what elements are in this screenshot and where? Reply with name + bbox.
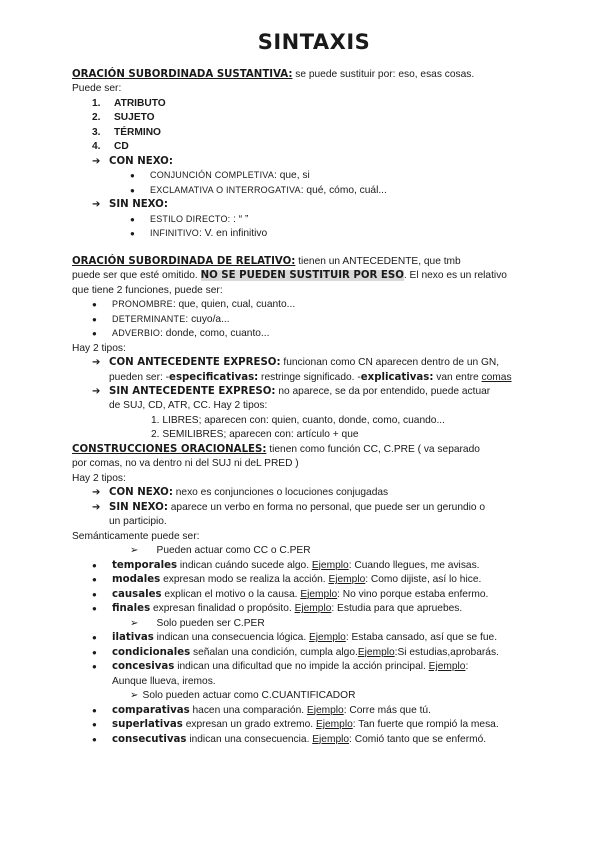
bullet-icon: ● <box>130 214 135 224</box>
con-antecedente-label: CON ANTECEDENTE EXPRESO: <box>109 357 281 369</box>
sin-nexo-label: SIN NEXO: <box>109 199 168 211</box>
bullet-icon: ● <box>92 300 97 310</box>
item-number: 3. <box>92 126 101 138</box>
s1-heading: ORACIÓN SUBORDINADA SUSTANTIVA: <box>72 68 293 80</box>
item-text: TÉRMINO <box>114 126 161 138</box>
sin-antecedente-line <box>92 385 556 399</box>
s2-heading-line <box>72 255 556 269</box>
list-item <box>92 313 556 327</box>
group-head-text: Solo pueden actuar como C.CUANTIFICADOR <box>142 690 356 702</box>
desc: expresan un grado extremo. <box>182 719 316 731</box>
s3-types <box>72 486 556 529</box>
example: : No vino porque estaba enfermo. <box>337 588 489 600</box>
ejemplo-label: Ejemplo <box>357 646 395 658</box>
ejemplo-label: Ejemplo <box>311 559 349 571</box>
s1-heading-line <box>72 68 556 82</box>
list-item <box>130 169 556 183</box>
desc: expresan finalidad o propósito. <box>150 603 295 615</box>
group-head-text: Solo pueden ser C.PER <box>156 617 265 629</box>
s2-intro1: tienen un ANTECEDENTE, que tmb <box>295 255 461 267</box>
item-key: ESTILO DIRECTO: <box>150 213 234 224</box>
numbered-item <box>92 97 556 111</box>
s2-intro2-line <box>72 269 556 283</box>
item-key: EXCLAMATIVA O INTERROGATIVA <box>150 184 301 195</box>
sin-nexo-text2: un participio. <box>109 516 167 528</box>
ejemplo-label: Ejemplo <box>294 603 332 615</box>
s3-semantic: Semánticamente puede ser: <box>72 530 200 542</box>
ejemplo-label: Ejemplo <box>312 733 350 745</box>
item-key: INFINITIVO <box>150 228 199 239</box>
con-nexo-label: CON NEXO: <box>109 487 173 499</box>
numbered-item <box>92 126 556 140</box>
s1-numbered-list <box>72 97 556 242</box>
term: temporales <box>112 559 178 571</box>
item-text: ATRIBUTO <box>114 97 166 109</box>
list-item <box>92 646 556 660</box>
desc: explican el motivo o la causa. <box>161 588 301 600</box>
item-key: ADVERBIO <box>112 328 161 339</box>
sin-antecedente-line2: de SUJ, CD, ATR, CC. Hay 2 tipos: <box>109 400 268 412</box>
arrow-icon: ➔ <box>92 385 101 397</box>
s2-hay2: Hay 2 tipos: <box>72 342 126 354</box>
bullet-icon: ● <box>92 647 97 657</box>
s2-intro3: que tiene 2 funciones, puede ser: <box>72 284 223 296</box>
ejemplo-label: Ejemplo <box>428 661 466 673</box>
example: : Tan fuerte que rompió la mesa. <box>352 719 499 731</box>
list-item <box>92 733 556 747</box>
item-value: : que, quien, cual, cuanto... <box>172 299 296 311</box>
text-a: pueden ser: - <box>109 371 170 383</box>
sub-item-semilibres: 2. SEMILIBRES; aparecen con: artículo + que <box>151 429 359 441</box>
example-continued: Aunque llueva, iremos. <box>112 675 216 687</box>
group1-list <box>72 559 556 617</box>
s1-puede-ser: Puede ser: <box>72 83 122 95</box>
term: superlativas <box>112 719 183 731</box>
list-item <box>130 213 556 227</box>
sin-nexo-line <box>92 198 556 212</box>
group3-head <box>72 689 556 703</box>
example: : Cuando llegues, me avisas. <box>348 559 480 571</box>
item-text: SUJETO <box>114 112 155 124</box>
group2-list <box>72 631 556 689</box>
ejemplo-label: Ejemplo <box>328 574 366 586</box>
example: :Si estudias,aprobarás. <box>394 646 499 658</box>
con-nexo-line <box>92 155 556 169</box>
example: : <box>465 661 469 673</box>
s2-heading: ORACIÓN SUBORDINADA DE RELATIVO: <box>72 255 296 267</box>
list-item <box>92 704 556 718</box>
page-title: SINTAXIS <box>257 30 371 54</box>
s3-heading: CONSTRUCCIONES ORACIONALES: <box>72 443 267 455</box>
item-key: DETERMINANTE <box>112 313 186 324</box>
comas-word: comas <box>481 371 512 383</box>
list-item <box>92 602 556 616</box>
numbered-item <box>92 140 556 154</box>
example: : Comió tanto que se enfermó. <box>349 733 487 745</box>
desc: indican una dificultad que no impide la acción principal. <box>174 661 429 673</box>
bullet-icon: ● <box>92 329 97 339</box>
con-nexo-list <box>92 169 556 198</box>
sin-nexo-list <box>92 213 556 242</box>
triangle-arrow-icon: ➢ <box>130 617 139 629</box>
bullet-icon: ● <box>130 171 135 181</box>
con-antecedente-text: funcionan como CN aparecen dentro de un GN, <box>280 357 500 369</box>
item-number: 1. <box>92 97 101 109</box>
term: finales <box>112 603 151 615</box>
desc: indican una consecuencia lógica. <box>153 632 309 644</box>
con-nexo-text: nexo es conjunciones o locuciones conjugadas <box>172 487 389 499</box>
bullet-icon: ● <box>130 185 135 195</box>
term: comparativas <box>112 704 190 716</box>
triangle-arrow-icon: ➢ <box>130 690 139 702</box>
list-item <box>92 298 556 312</box>
example: : Corre más que tú. <box>343 704 431 716</box>
list-item <box>92 660 556 689</box>
con-antecedente-line <box>92 356 556 370</box>
term: condicionales <box>112 646 191 658</box>
s2-types <box>72 356 556 443</box>
example: : Estaba cansado, así que se fue. <box>345 632 498 644</box>
list-item <box>92 631 556 645</box>
list-item <box>92 573 556 587</box>
group2-head <box>72 617 556 631</box>
bullet-icon: ● <box>92 633 97 643</box>
term: modales <box>112 574 161 586</box>
item-value: : V. en infinitivo <box>199 228 268 240</box>
group3-list <box>72 704 556 747</box>
s3-intro2: por comas, no va dentro ni del SUJ ni deL PRED ) <box>72 458 299 470</box>
bullet-icon: ● <box>92 720 97 730</box>
term: ilativas <box>112 632 154 644</box>
group-head-text: Pueden actuar como CC o C.PER <box>156 545 311 557</box>
s2-list <box>72 298 556 341</box>
arrow-icon: ➔ <box>92 487 101 499</box>
term: consecutivas <box>112 733 187 745</box>
s3-intro1: tienen como función CC, C.PRE ( va separado <box>266 443 480 455</box>
bullet-icon: ● <box>92 560 97 570</box>
list-item <box>92 559 556 573</box>
list-item <box>130 227 556 241</box>
term: concesivas <box>112 661 175 673</box>
term: causales <box>112 588 162 600</box>
item-text: CD <box>114 141 129 153</box>
sin-nexo-text: aparece un verbo en forma no personal, que puede ser un gerundio o <box>167 501 486 513</box>
arrow-icon: ➔ <box>92 155 101 167</box>
s3-hay2: Hay 2 tipos: <box>72 472 126 484</box>
desc: indican cuándo sucede algo. <box>177 559 312 571</box>
bullet-icon: ● <box>92 604 97 614</box>
item-value: : cuyo/a... <box>185 313 230 325</box>
desc: indican una consecuencia. <box>186 733 313 745</box>
sin-antecedente-text: no aparece, se da por entendido, puede actuar <box>275 385 491 397</box>
item-key: CONJUNCIÓN COMPLETIVA <box>150 170 275 181</box>
bullet-icon: ● <box>130 229 135 239</box>
item-number: 2. <box>92 112 101 124</box>
ejemplo-label: Ejemplo <box>309 632 346 644</box>
item-value: : donde, como, cuanto... <box>160 328 270 340</box>
explicativas-label: explicativas: <box>360 371 434 383</box>
list-item <box>92 718 556 732</box>
numbered-item <box>92 111 556 125</box>
list-item <box>130 184 556 198</box>
desc: señalan una condición, cumpla algo. <box>190 646 358 658</box>
ejemplo-label: Ejemplo <box>300 588 338 600</box>
bullet-icon: ● <box>92 589 97 599</box>
con-antecedente-line2 <box>92 371 556 385</box>
list-item <box>92 588 556 602</box>
sin-antecedente-label: SIN ANTECEDENTE EXPRESO: <box>109 385 276 397</box>
bullet-icon: ● <box>92 314 97 324</box>
sin-nexo-label: SIN NEXO: <box>109 501 168 513</box>
bullet-icon: ● <box>92 705 97 715</box>
s3-heading-line <box>72 443 556 457</box>
item-number: 4. <box>92 141 101 153</box>
example: : Estudia para que apruebes. <box>331 603 463 615</box>
sub-item-libres: 1. LIBRES; aparecen con: quien, cuanto, donde, como, cuando... <box>151 414 445 426</box>
example: : Como dijiste, así lo hice. <box>365 574 482 586</box>
con-nexo-line <box>92 486 556 500</box>
triangle-arrow-icon: ➢ <box>130 545 139 557</box>
s2-intro2b: . El nexo es un relativo <box>403 270 507 282</box>
s1-intro: se puede sustituir por: eso, esas cosas. <box>292 68 475 80</box>
ejemplo-label: Ejemplo <box>315 719 353 731</box>
con-nexo-label: CON NEXO: <box>109 155 173 167</box>
text-b: restringe significado. - <box>258 371 361 383</box>
desc: expresan modo se realiza la acción. <box>160 574 329 586</box>
ejemplo-label: Ejemplo <box>306 704 344 716</box>
s2-highlight: NO SE PUEDEN SUSTITUIR POR ESO <box>200 270 404 282</box>
arrow-icon: ➔ <box>92 501 101 513</box>
sin-nexo-line <box>92 501 556 515</box>
item-key: PRONOMBRE <box>112 299 173 310</box>
list-item <box>92 327 556 341</box>
item-value: : “ ” <box>233 213 249 225</box>
especificativas-label: especificativas: <box>169 371 259 383</box>
arrow-icon: ➔ <box>92 357 101 369</box>
item-value: : que, si <box>274 170 310 182</box>
desc: hacen una comparación. <box>189 704 307 716</box>
group1-head <box>72 544 556 558</box>
s2-intro2a: puede ser que esté omitido. <box>72 270 201 282</box>
arrow-icon: ➔ <box>92 199 101 211</box>
text-c: van entre <box>433 371 482 383</box>
bullet-icon: ● <box>92 734 97 744</box>
item-value: : qué, cómo, cuál... <box>300 184 387 196</box>
bullet-icon: ● <box>92 575 97 585</box>
bullet-icon: ● <box>92 662 97 672</box>
